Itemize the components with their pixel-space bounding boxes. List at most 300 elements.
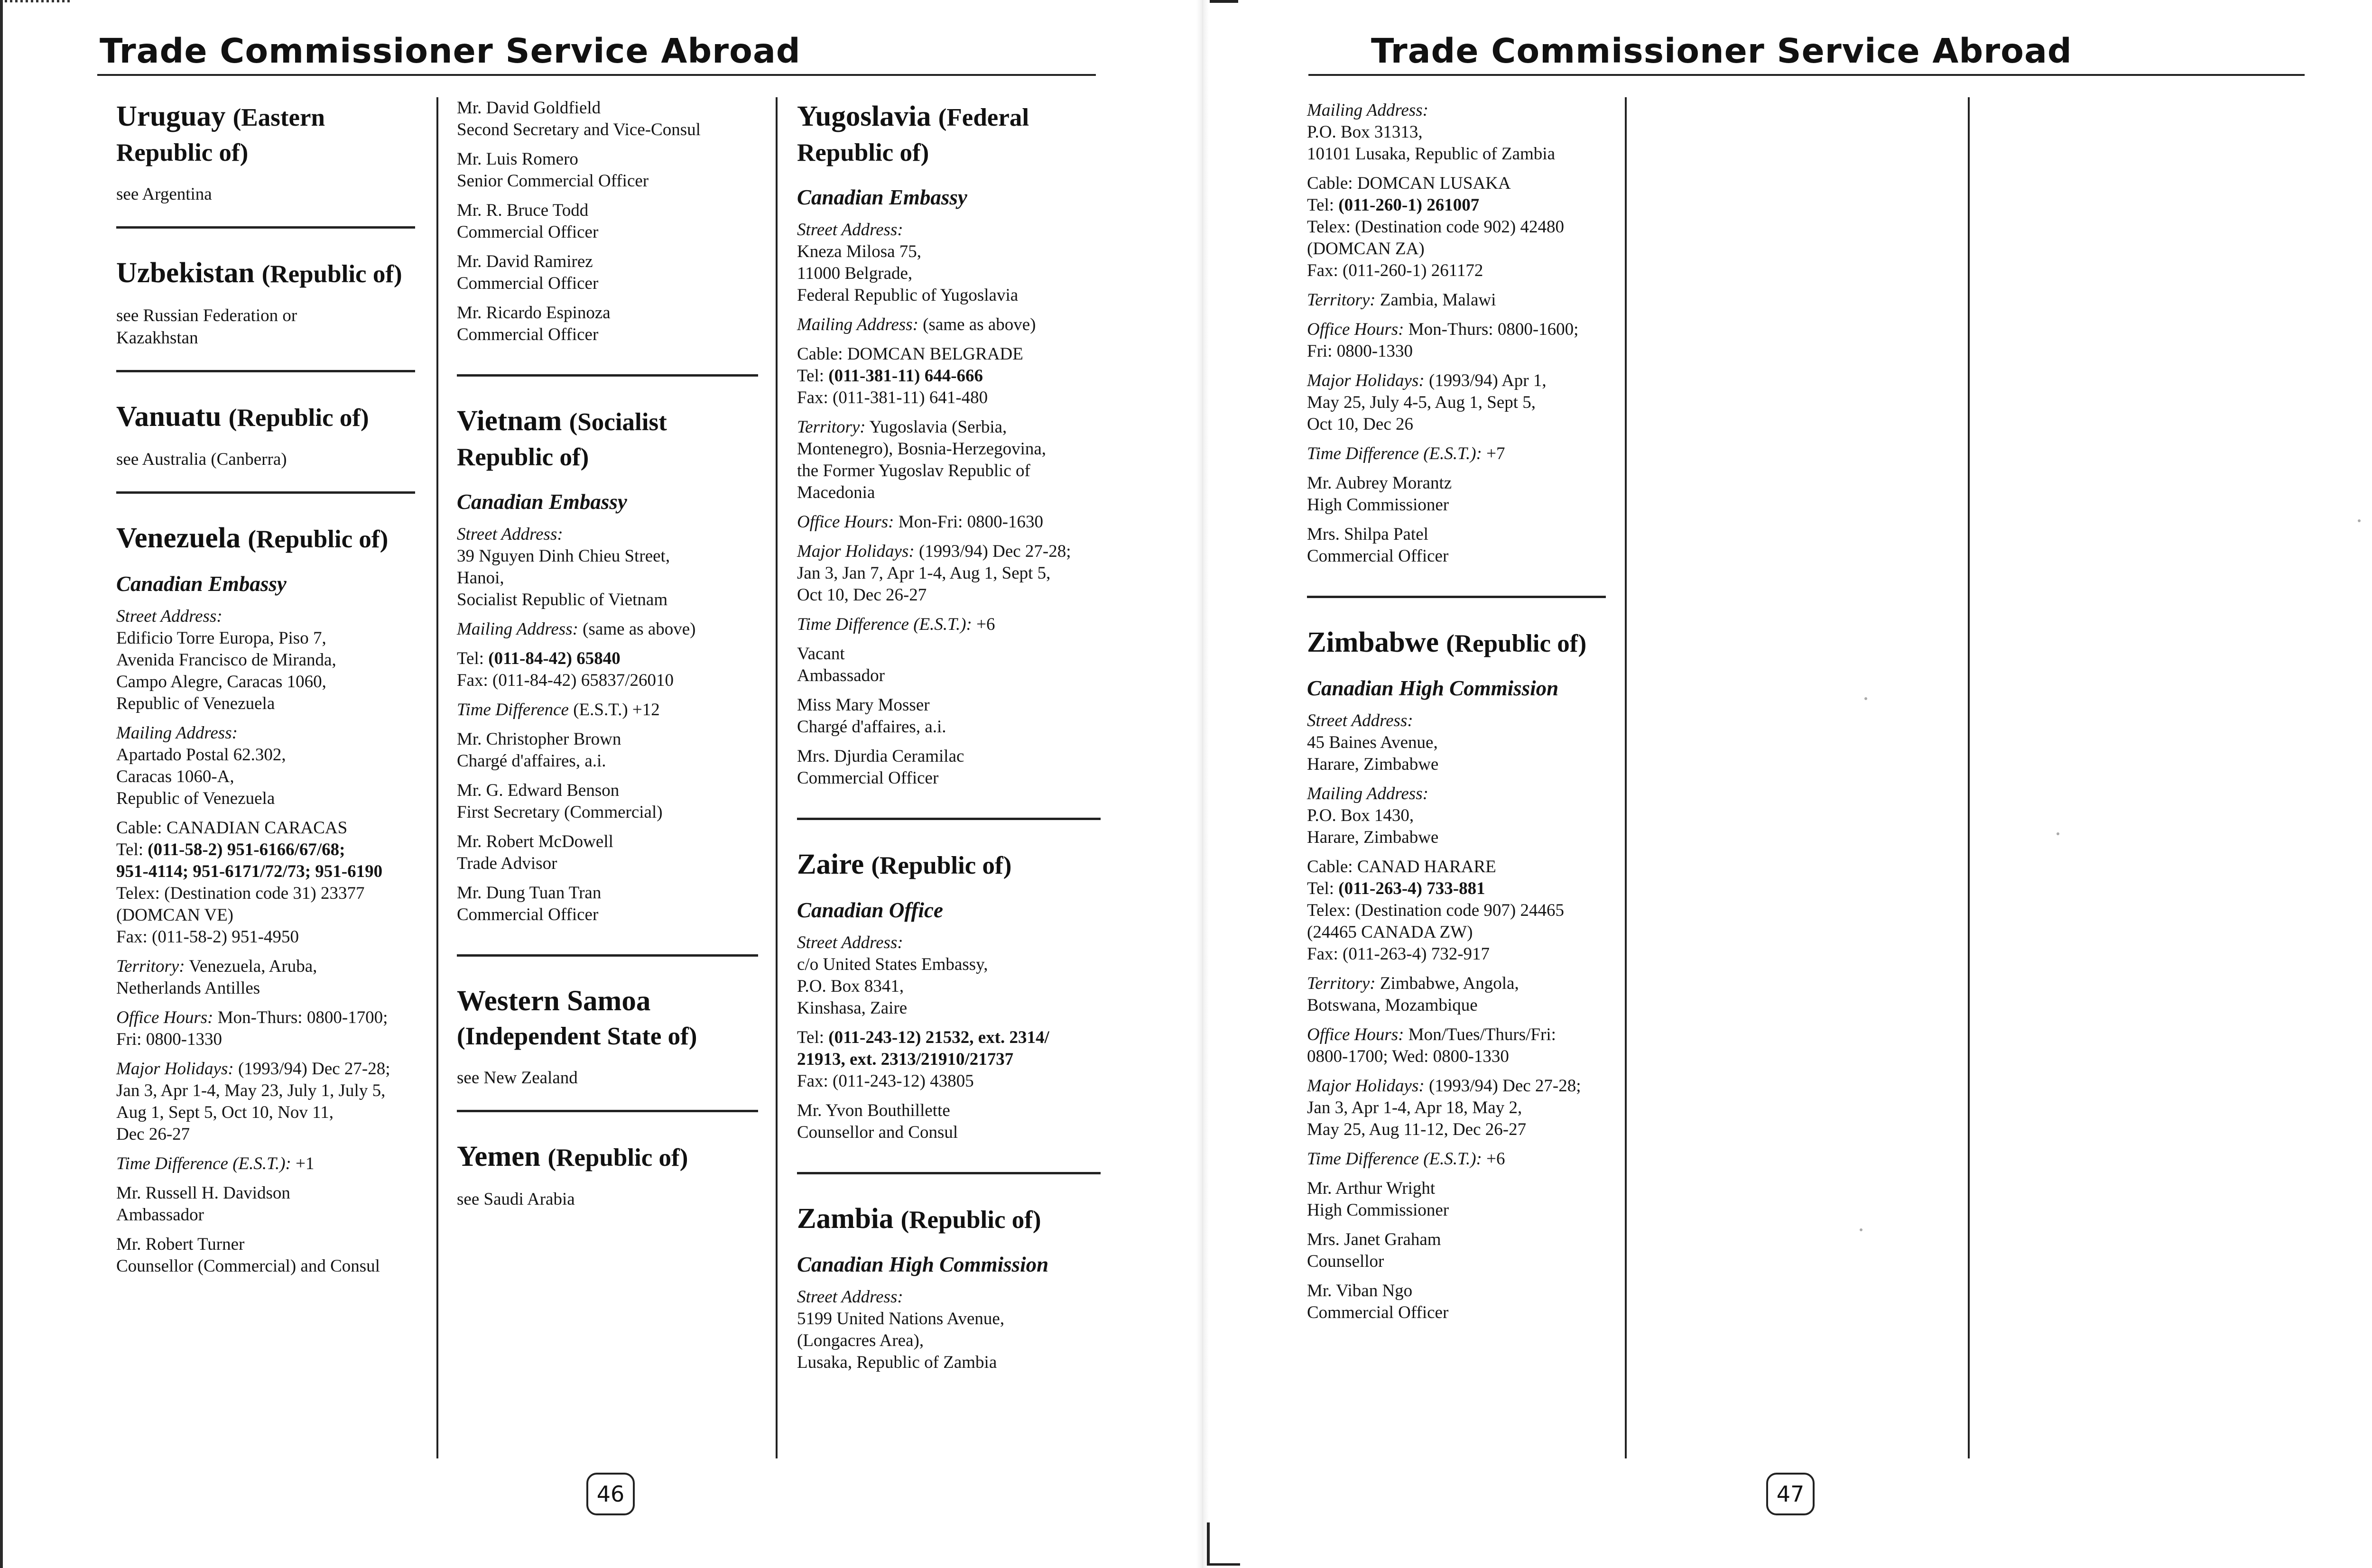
column-divider [1625, 97, 1627, 1458]
tel-line [797, 365, 1101, 387]
office-hours-label: Office Hours: [797, 512, 894, 532]
street-address-label: Street Address: [797, 933, 903, 952]
street-address [116, 606, 415, 715]
territory-value: Zimbabwe, Angola, [1380, 974, 1519, 993]
office-hours-value: Mon-Thurs: 0800-1600; [1408, 320, 1579, 339]
country-name [797, 848, 1101, 883]
country-name-suffix: (Republic of) [900, 1206, 1041, 1234]
tel-prefix: Tel: [1307, 879, 1339, 898]
fax-line: Fax: (011-84-42) 65837/26010 [457, 671, 674, 690]
country-name-suffix: (Federal Republic of) [797, 104, 1029, 166]
major-holidays-line: Dec 26-27 [116, 1125, 190, 1144]
staff-name: Mr. Aubrey Morantz [1307, 473, 1452, 493]
country-name-suffix: (Independent State of) [457, 1023, 697, 1050]
street-address-line: Kinshasa, Zaire [797, 998, 908, 1018]
territory-value: Zambia, Malawi [1380, 290, 1496, 310]
mailing-address-label: Mailing Address: [457, 619, 578, 639]
street-address-line: Republic of Venezuela [116, 694, 275, 713]
country-entry [797, 1202, 1101, 1402]
street-address-line: (Longacres Area), [797, 1331, 924, 1350]
time-difference-value: +1 [296, 1154, 315, 1173]
column-1 [116, 100, 415, 1306]
staff-member [457, 200, 758, 243]
major-holidays-line: Jan 3, Jan 7, Apr 1-4, Aug 1, Sept 5, [797, 563, 1051, 583]
see-reference: see New Zealand [457, 1068, 578, 1088]
staff-title: High Commissioner [1307, 495, 1449, 515]
staff-name: Mr. David Goldfield [457, 98, 601, 118]
time-difference [457, 699, 758, 721]
office-hours-line: Fri: 0800-1330 [116, 1030, 222, 1049]
staff-member [457, 882, 758, 926]
staff-name: Mr. Yvon Bouthillette [797, 1101, 950, 1120]
cable-line: Cable: DOMCAN LUSAKA [1307, 174, 1511, 193]
major-holidays-line: Jan 3, Apr 1-4, Apr 18, May 2, [1307, 1098, 1522, 1117]
street-address-label: Street Address: [797, 1287, 903, 1307]
major-holidays-value: (1993/94) Dec 27-28; [238, 1059, 390, 1079]
staff-member [457, 251, 758, 295]
scan-speck [1860, 1228, 1862, 1231]
street-address-line: Campo Alegre, Caracas 1060, [116, 672, 326, 692]
office-type: Canadian High Commission [1307, 676, 1559, 700]
mailing-address-line: 10101 Lusaka, Republic of Zambia [1307, 144, 1556, 164]
country-name-text: Yugoslavia [797, 101, 931, 132]
staff-name: Mr. Dung Tuan Tran [457, 883, 602, 903]
country-name [797, 100, 1101, 170]
staff-title: Commercial Officer [457, 905, 599, 924]
territory-label: Territory: [1307, 974, 1376, 993]
staff-name: Mrs. Djurdia Ceramilac [797, 747, 964, 766]
mailing-address [1307, 100, 1606, 165]
office-hours-value: Mon-Thurs: 0800-1700; [217, 1008, 388, 1027]
country-name [116, 256, 415, 291]
staff-title: Chargé d'affaires, a.i. [797, 717, 946, 737]
scan-speck [2057, 832, 2059, 835]
office-type: Canadian High Commission [797, 1253, 1049, 1276]
tel-prefix: Tel: [1307, 195, 1339, 215]
office-hours-line: 0800-1700; Wed: 0800-1330 [1307, 1047, 1509, 1066]
staff-member [1307, 1280, 1606, 1324]
mailing-address [457, 618, 758, 640]
street-address-line: Socialist Republic of Vietnam [457, 590, 668, 609]
major-holidays-line: Jan 3, Apr 1-4, May 23, July 1, July 5, [116, 1081, 386, 1100]
territory-line: Netherlands Antilles [116, 978, 260, 998]
major-holidays-line: Aug 1, Sept 5, Oct 10, Nov 11, [116, 1103, 334, 1122]
country-name [797, 1202, 1101, 1237]
entry-separator [116, 370, 415, 372]
office-hours-label: Office Hours: [116, 1008, 213, 1027]
tel-number: (011-263-4) 733-881 [1338, 879, 1485, 898]
tel-line [1307, 194, 1606, 216]
country-name-suffix: (Eastern Republic of) [116, 104, 325, 166]
office-type: Canadian Embassy [457, 490, 627, 514]
street-address-line: Edificio Torre Europa, Piso 7, [116, 628, 326, 648]
territory-line: the Former Yugoslav Republic of [797, 461, 1030, 480]
see-reference: see Saudi Arabia [457, 1190, 575, 1209]
major-holidays-value: (1993/94) Apr 1, [1428, 371, 1547, 390]
office-hours-value: Mon/Tues/Thurs/Fri: [1408, 1025, 1556, 1044]
staff-member [457, 831, 758, 875]
street-address-line: 11000 Belgrade, [797, 264, 913, 283]
country-name-suffix: (Socialist Republic of) [457, 408, 667, 471]
country-name-text: Vanuatu [116, 401, 222, 433]
staff-name: Vacant [797, 644, 845, 664]
staff-member [457, 729, 758, 772]
scan-speck [2358, 519, 2361, 522]
street-address-line: Avenida Francisco de Miranda, [116, 650, 336, 670]
country-entry [116, 400, 415, 491]
staff-title: Chargé d'affaires, a.i. [457, 751, 606, 771]
tel-number: (011-84-42) 65840 [488, 649, 621, 668]
staff-title: Ambassador [116, 1205, 204, 1225]
country-name [1307, 626, 1606, 661]
telex-line: Telex: (Destination code 907) 24465 [1307, 901, 1564, 920]
territory [116, 956, 415, 999]
territory [1307, 973, 1606, 1016]
major-holidays-label: Major Holidays: [797, 542, 915, 561]
mailing-address-line: Harare, Zimbabwe [1307, 828, 1439, 847]
country-name-suffix: (Republic of) [248, 526, 389, 553]
entry-separator [116, 491, 415, 494]
major-holidays [116, 1058, 415, 1145]
tel-line [116, 839, 415, 861]
staff-title: First Secretary (Commercial) [457, 802, 663, 822]
staff-member [116, 1234, 415, 1277]
staff-name: Mr. G. Edward Benson [457, 781, 620, 800]
staff-member [457, 97, 758, 141]
staff-name: Mr. Viban Ngo [1307, 1281, 1413, 1301]
major-holidays-line: May 25, Aug 11-12, Dec 26-27 [1307, 1120, 1527, 1139]
mailing-address-label: Mailing Address: [797, 315, 918, 334]
country-name-suffix: (Republic of) [1446, 630, 1587, 657]
street-address-label: Street Address: [1307, 711, 1413, 730]
office-hours [1307, 319, 1606, 362]
territory-line: Macedonia [797, 483, 875, 502]
major-holidays-value: (1993/94) Dec 27-28; [918, 542, 1071, 561]
staff-name: Mr. David Ramirez [457, 252, 593, 271]
country-name-suffix: (Republic of) [261, 260, 402, 288]
see-reference: see Australia (Canberra) [116, 450, 287, 469]
entry-separator [457, 374, 758, 377]
street-address [797, 932, 1101, 1019]
country-name [116, 100, 415, 170]
contact-block [1307, 856, 1606, 965]
office-hours-label: Office Hours: [1307, 1025, 1404, 1044]
staff-title: Counsellor and Consul [797, 1123, 958, 1142]
country-entry [797, 848, 1101, 1172]
major-holidays-value: (1993/94) Dec 27-28; [1428, 1076, 1581, 1096]
telex-line: Telex: (Destination code 902) 42480 [1307, 217, 1564, 237]
country-name-text: Vietnam [457, 405, 562, 437]
country-name [457, 984, 758, 1053]
time-difference [1307, 1148, 1606, 1170]
street-address-line: 5199 United Nations Avenue, [797, 1309, 1005, 1328]
major-holidays [1307, 1075, 1606, 1141]
street-address-label: Street Address: [116, 607, 222, 626]
mailing-address-line: P.O. Box 1430, [1307, 806, 1414, 825]
telex-line: (24465 CANADA ZW) [1307, 922, 1473, 942]
contact-block [797, 1027, 1101, 1092]
office-type: Canadian Embassy [797, 185, 967, 209]
time-difference [1307, 443, 1606, 465]
staff-member [457, 148, 758, 192]
mailing-address-label: Mailing Address: [1307, 784, 1428, 803]
entry-separator [797, 818, 1101, 820]
mailing-address [797, 314, 1101, 336]
street-address [1307, 710, 1606, 775]
time-difference-value: +6 [1486, 1149, 1505, 1169]
staff-title: Second Secretary and Vice-Consul [457, 120, 701, 139]
staff-name: Mr. Robert Turner [116, 1235, 245, 1254]
tel-prefix: Tel: [457, 649, 489, 668]
major-holidays-label: Major Holidays: [1307, 1076, 1425, 1096]
see-line: Kazakhstan [116, 328, 198, 348]
fax-line: Fax: (011-263-4) 732-917 [1307, 944, 1490, 964]
mailing-address-label: Mailing Address: [116, 723, 238, 743]
time-difference [116, 1153, 415, 1175]
major-holidays-label: Major Holidays: [116, 1059, 234, 1079]
tel-prefix: Tel: [116, 840, 148, 859]
country-entry [116, 521, 415, 1306]
staff-title: Commercial Officer [797, 768, 939, 788]
street-address-line: Hanoi, [457, 568, 504, 588]
staff-name: Mr. Robert McDowell [457, 832, 613, 851]
staff-title: Ambassador [797, 666, 885, 685]
staff-name: Miss Mary Mosser [797, 695, 930, 715]
header-rule [1308, 74, 2305, 76]
fax-line: Fax: (011-58-2) 951-4950 [116, 927, 299, 947]
staff-name: Mrs. Shilpa Patel [1307, 525, 1428, 544]
entry-separator [1307, 596, 1606, 598]
time-difference-label: Time Difference (E.S.T.): [116, 1154, 291, 1173]
staff-member [457, 302, 758, 346]
tel-number: (011-243-12) 21532, ext. 2314/ [828, 1028, 1049, 1047]
territory-line: Montenegro), Bosnia-Herzegovina, [797, 439, 1047, 459]
staff-member [1307, 524, 1606, 567]
country-entry [457, 1140, 758, 1231]
country-name [457, 404, 758, 474]
cable-line: Cable: CANADIAN CARACAS [116, 818, 348, 838]
country-name-suffix: (Republic of) [228, 404, 369, 432]
mailing-address [116, 722, 415, 810]
major-holidays [797, 541, 1101, 606]
street-address [797, 219, 1101, 306]
territory-line: Botswana, Mozambique [1307, 996, 1478, 1015]
staff-title: Commercial Officer [1307, 546, 1449, 566]
staff-name: Mr. Arthur Wright [1307, 1179, 1436, 1198]
staff-title: Counsellor (Commercial) and Consul [116, 1256, 380, 1276]
country-name-text: Zimbabwe [1307, 627, 1439, 658]
column-3 [797, 100, 1101, 1402]
country-entry [457, 984, 758, 1110]
page-number: 47 [1766, 1473, 1815, 1515]
major-holidays [1307, 370, 1606, 435]
tel-line [457, 648, 758, 670]
country-name [457, 1140, 758, 1175]
street-address-line: P.O. Box 8341, [797, 977, 904, 996]
street-address [457, 524, 758, 611]
continued-staff [457, 97, 758, 374]
country-name [116, 521, 415, 556]
staff-title: Senior Commercial Officer [457, 171, 649, 191]
office-hours-label: Office Hours: [1307, 320, 1404, 339]
street-address-line: Federal Republic of Yugoslavia [797, 286, 1019, 305]
street-address-line: Kneza Milosa 75, [797, 242, 922, 261]
office-hours-line: Fri: 0800-1330 [1307, 341, 1413, 361]
tel-number: (011-260-1) 261007 [1338, 195, 1480, 215]
telex-line: Telex: (Destination code 31) 23377 [116, 884, 365, 903]
scan-speck [1864, 697, 1867, 700]
staff-title: High Commissioner [1307, 1200, 1449, 1220]
zambia-continued [1307, 100, 1606, 596]
country-name-text: Uzbekistan [116, 257, 255, 289]
major-holidays-label: Major Holidays: [1307, 371, 1425, 390]
mailing-address [1307, 783, 1606, 849]
staff-name: Mrs. Janet Graham [1307, 1230, 1441, 1249]
telex-line: (DOMCAN VE) [116, 905, 234, 925]
country-name-text: Yemen [457, 1141, 541, 1172]
tel-prefix: Tel: [797, 366, 829, 386]
major-holidays-line: Oct 10, Dec 26-27 [797, 585, 927, 605]
street-address-line: 39 Nguyen Dinh Chieu Street, [457, 546, 670, 566]
staff-member [1307, 1229, 1606, 1273]
fax-line: Fax: (011-381-11) 641-480 [797, 388, 988, 407]
contact-block [797, 343, 1101, 409]
staff-title: Commercial Officer [1307, 1303, 1449, 1322]
tel-prefix: Tel: [797, 1028, 829, 1047]
page-header-title: Trade Commissioner Service Abroad [100, 31, 801, 71]
street-address-line: Harare, Zimbabwe [1307, 755, 1439, 774]
territory-value: Venezuela, Aruba, [189, 957, 317, 976]
street-address-label: Street Address: [797, 220, 903, 240]
country-entry [1307, 626, 1606, 1352]
staff-title: Commercial Officer [457, 274, 599, 293]
street-address-line: 45 Baines Avenue, [1307, 733, 1438, 752]
staff-title: Counsellor [1307, 1252, 1384, 1271]
country-name-suffix: (Republic of) [871, 852, 1012, 879]
mailing-address-line: Apartado Postal 62.302, [116, 745, 286, 765]
territory [1307, 289, 1606, 311]
see-reference [116, 304, 415, 349]
country-entry [116, 256, 415, 370]
country-name-suffix: (Republic of) [547, 1144, 688, 1171]
contact-block [457, 648, 758, 692]
time-difference-value: +6 [976, 615, 995, 634]
staff-member [797, 694, 1101, 738]
country-name-text: Venezuela [116, 522, 241, 554]
page-header-title: Trade Commissioner Service Abroad [1371, 31, 2072, 71]
time-difference [797, 614, 1101, 636]
mailing-address-value: (same as above) [583, 619, 696, 639]
column-1 [1307, 100, 1606, 1352]
time-difference-value: (E.S.T.) +12 [573, 700, 660, 719]
office-type: Canadian Office [797, 898, 943, 922]
mailing-address-line: P.O. Box 31313, [1307, 122, 1423, 142]
see-reference: see Argentina [116, 184, 212, 204]
staff-title: Commercial Officer [457, 222, 599, 242]
street-address-line: c/o United States Embassy, [797, 955, 988, 974]
entry-separator [797, 1172, 1101, 1174]
staff-name: Mr. Luis Romero [457, 149, 578, 169]
header-rule [97, 74, 1096, 76]
cable-line: Cable: CANAD HARARE [1307, 857, 1496, 876]
mailing-address-line: Caracas 1060-A, [116, 767, 234, 786]
column-divider [436, 97, 438, 1458]
fax-line: Fax: (011-260-1) 261172 [1307, 261, 1483, 280]
territory-value: Yugoslavia (Serbia, [869, 417, 1007, 437]
fax-line: Fax: (011-243-12) 43805 [797, 1071, 974, 1091]
staff-member [797, 746, 1101, 789]
country-name-text: Zaire [797, 849, 864, 880]
country-name [116, 400, 415, 435]
street-address-label: Street Address: [457, 525, 563, 544]
page-number: 46 [586, 1473, 635, 1515]
staff-name: Mr. Ricardo Espinoza [457, 303, 611, 323]
entry-separator [457, 1110, 758, 1112]
mailing-address-label: Mailing Address: [1307, 101, 1428, 120]
tel-number-cont: 21913, ext. 2313/21910/21737 [797, 1050, 1014, 1069]
cable-line: Cable: DOMCAN BELGRADE [797, 344, 1023, 364]
time-difference-label: Time Difference (E.S.T.): [1307, 444, 1482, 463]
tel-number: (011-58-2) 951-6166/67/68; [148, 840, 345, 859]
office-hours-value: Mon-Fri: 0800-1630 [898, 512, 1043, 532]
country-entry [116, 100, 415, 226]
major-holidays-line: May 25, July 4-5, Aug 1, Sept 5, [1307, 393, 1536, 412]
mailing-address-value: (same as above) [923, 315, 1036, 334]
staff-member [457, 780, 758, 823]
staff-title: Commercial Officer [457, 325, 599, 344]
country-name-text: Zambia [797, 1203, 894, 1235]
see-line: see Russian Federation or [116, 306, 297, 325]
office-hours [1307, 1024, 1606, 1068]
column-2 [457, 97, 758, 1231]
tel-number-cont: 951-4114; 951-6171/72/73; 951-6190 [116, 862, 383, 881]
office-hours [116, 1007, 415, 1051]
staff-name: Mr. Christopher Brown [457, 729, 621, 749]
mailing-address-line: Republic of Venezuela [116, 789, 275, 808]
country-entry [457, 404, 758, 954]
telex-line: (DOMCAN ZA) [1307, 239, 1425, 258]
country-name-text: Uruguay [116, 101, 226, 132]
staff-title: Trade Advisor [457, 854, 557, 873]
time-difference-value: +7 [1486, 444, 1505, 463]
tel-line [797, 1027, 1101, 1049]
time-difference-label: Time Difference [457, 700, 569, 719]
staff-member [116, 1182, 415, 1226]
tel-line [1307, 878, 1606, 900]
column-divider [776, 97, 778, 1458]
country-name-text: Western Samoa [457, 985, 651, 1017]
territory [797, 416, 1101, 504]
right-page [1205, 0, 2372, 1568]
street-address [797, 1286, 1101, 1374]
contact-block [1307, 173, 1606, 282]
office-type: Canadian Embassy [116, 572, 287, 596]
staff-name: Mr. R. Bruce Todd [457, 201, 589, 220]
office-hours [797, 511, 1101, 533]
time-difference-label: Time Difference (E.S.T.): [1307, 1149, 1482, 1169]
staff-member [1307, 472, 1606, 516]
column-divider [1968, 97, 1970, 1458]
street-address-line: Lusaka, Republic of Zambia [797, 1353, 997, 1372]
staff-name: Mr. Russell H. Davidson [116, 1183, 290, 1203]
territory-label: Territory: [797, 417, 866, 437]
entry-separator [457, 954, 758, 957]
territory-label: Territory: [116, 957, 185, 976]
time-difference-label: Time Difference (E.S.T.): [797, 615, 972, 634]
country-entry [797, 100, 1101, 818]
staff-member [1307, 1178, 1606, 1221]
territory-label: Territory: [1307, 290, 1376, 310]
